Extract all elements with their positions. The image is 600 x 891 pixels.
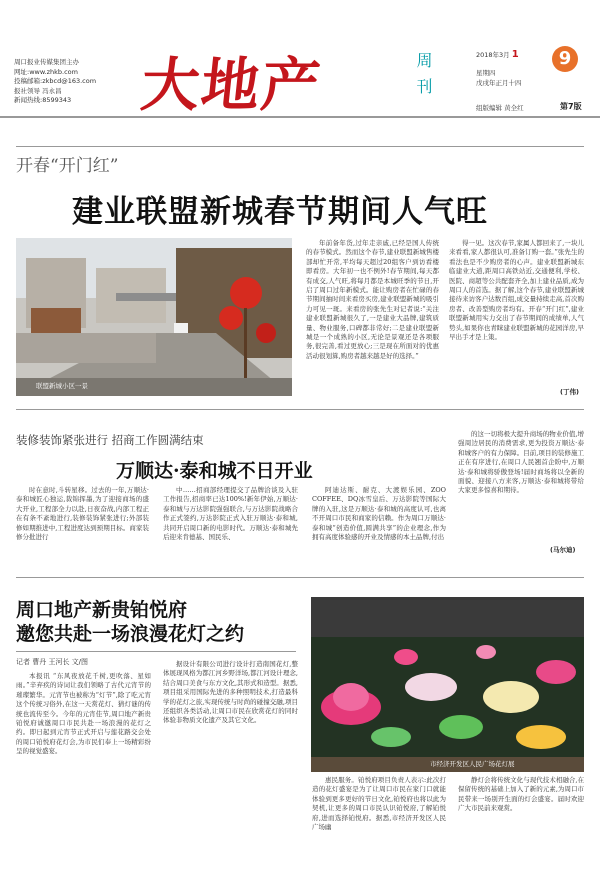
page-number: 第7版 (560, 102, 582, 111)
divider (16, 146, 584, 147)
article3-headline-line2: 邀您共赴一场浪漫花灯之约 (16, 623, 245, 645)
divider (16, 409, 584, 410)
divider (16, 577, 584, 578)
publication-info (14, 58, 134, 106)
article2-headline: 万顺达·泰和城不日开业 (116, 460, 313, 482)
article3-column-3: 惠民服务。铂悦府项目负责人表示:此次打造的花灯盛宴是为了让周口市民在家门口就能体验到更多更好的节日文化,铂悦府也将以此为契机,让更多的周口市民认识铂悦府,了解铂悦府,进而选择铂悦府。据悉,市经济开发区人民广场幽 (312, 776, 446, 832)
article2-kicker: 装修装饰紧张进行 招商工作圆满结束 (16, 433, 204, 447)
divider (16, 651, 296, 652)
pub-line: 网址:www.zhkb.com (14, 67, 78, 76)
pub-line: 周口报业传媒集团主办 (14, 58, 79, 66)
article2-column-3: 阿迪达斯、耐克、大渡娱乐园、ZOO COFFEE、DQ冰雪皇后、万达影院等国际大牌的入驻,这是万顺达·泰和城的高度认可,也离不开周口市民和商家的信赖。作为周口万顺达·泰和城“创造价值,圆满共享”的企业理念,作为拥有高度体验感的开业及情感的本土品牌,付出 (312, 486, 446, 542)
weekly-label: 周刊 (414, 52, 433, 104)
article2-column-2: 中……招商部经理提交了品牌洽谈及入驻工作报告,招商率已达100%!新年伊始,万顺达·泰和城与万达影院强强联合,与万达影院战略合作正式签约,万达影院正式入驻万顺达·泰和城,共同开启周口新的电影时代。万顺达·泰和城先后迎来肯德基、国民乐、 (163, 486, 298, 542)
layout-editor: 组版编辑 黄全红 (476, 104, 524, 112)
article1-column-2: 得一见。这次春节,家属人都回来了,一块儿来看看,家人都很认可,准备订购一套。”张先生的看法也是不少购房者的心声。建业联盟新城东临建业大道,距周口高铁站近,交通便利,学校、医院、商超等公共配套齐全,加上建业品质,成为周口人的首选。据了解,这个春节,建业联盟新城接待来访客户达数百组,成交量持续走高,首次购房者、改善型购房者均有。开春“开门红”,建业联盟新城用实力交出了春节期间的成绩单,人气势头,如果你也青睐建业联盟新城的花园洋房,早早出手才是上策。 (449, 239, 584, 342)
article1-photo-caption: 联盟新城小区一景 (36, 382, 88, 390)
article3-column-2: 据设计有限公司进行设计打造南国花灯,整体展现风格为都江河乡野洋场,都江河设计理念,结合周口美食与东方文化,其形式和造型。据悉,项目组采用国际先进的多种照明技术,打造最科学的花灯之旅,实现传统与时尚的碰撞交融,项目还组织各类活动,让周口市民在欣赏花灯的同时体验非物质文化遗产及其它文化。 (163, 660, 298, 725)
street-scene-image (16, 238, 292, 396)
article1-kicker: 开春“开门红” (16, 156, 119, 176)
article3-column-1: 本报讯 “东风夜放花千树,更吹落、星如雨。”辛弃疾的诗词让我们领略了古代元宵节的璀璨繁华。元宵节也被称为“灯节”,除了吃元宵这个传统习俗外,在这一天赏花灯、猜灯谜的传统也流传至今。今年的元宵佳节,周口地产新贵铂悦府诚邀周口市民共赴一场浪漫的花灯之约。即日起到元宵节正式开启与莲花路交会处的周口铂悦府花灯会,为市民们奉上一场精彩纷呈的视觉盛宴。 (16, 672, 151, 756)
pub-line: 报社领导 冯永昌 (14, 86, 62, 95)
lantern-festival-image (311, 597, 584, 772)
article3-headline-line1: 周口地产新贵铂悦府 (16, 599, 188, 621)
article1-author: (丁伟) (560, 388, 579, 396)
article3-byline: 记者 曹丹 王河长 文/图 (16, 658, 89, 666)
article1-photo (16, 238, 292, 396)
weekday: 星期四 (476, 69, 496, 77)
article2-column-1: 时在意时,斗转星移。过去的一年,万顺达·泰和城匠心独运,裁锦挥墨,为了迎接商场的盛大开业,工程部全力以赴,日夜奋战,内部工程正在有条不紊地进行,装修装饰紧张进行;外部装修如期推进中,工程进度达到预期目标。商家装修分批进行 (16, 486, 149, 542)
issue-circle-badge: 9 (552, 46, 578, 72)
newspaper-logo: 大地产 (137, 51, 326, 119)
article3-column-4: 静灯会将传统文化与现代技术相融合,在保留传统的基础上加入了新的元素,为周口市民带来一场别开生面的灯会盛宴。届时欢迎广大市民前来观赏。 (458, 776, 584, 813)
masthead (0, 0, 600, 118)
issue-day: 1 (511, 49, 519, 60)
issue-date: 2018年3月 (476, 51, 510, 59)
article3-photo (311, 597, 584, 772)
pub-line: 投稿邮箱:zkbcd@163.com (14, 77, 97, 85)
lunar-date: 戊戌年正月十四 (476, 79, 522, 87)
article1-headline: 建业联盟新城春节期间人气旺 (72, 194, 488, 230)
article2-author: (马尔迪) (550, 546, 576, 554)
pub-line: 新闻热线:8599343 (14, 96, 72, 104)
article2-column-4: 的这一切将极大提升商场的物业价值,增强周边居民的消费需求,更为投资万顺达·泰和城客户的有力保障。目前,项目的装修施工正在有序进行,在周口人民翘首企盼中,万顺达·泰和城将骄傲登场!届时商场将以全新的面貌、迎接八方来客,万顺达·泰和城将带给大家更多惊喜和期待。 (458, 430, 584, 495)
article1-column-1: 年前备年货,过年走亲戚,已经是国人传统的春节模式。然而这个春节,建业联盟新城售楼部却忙开常,平均每天超过20组客户到访看楼即看房。大年初一也不例外!春节期间,每天都有成交,人气旺,将每月都是本城旺季的节日,开启了周口过年新模式。能让购房者在忙碌的春节期间抽时间来看房买房,建业联盟新城的吸引力可见一斑。来看房的张先生对记者说:“关注建业联盟新城很久了,一是建业大品牌,建筑质量、物业服务,口碑都非常好;二是建业联盟新城是一个成熟的小区,无论是景观还是各项服务,很完善,看过更放心;三是现在所面对的优惠活动很划算,购房者越来越是好的选择。” (306, 239, 439, 360)
article3-photo-caption: 市经济开发区人民广场花灯展 (430, 760, 515, 768)
